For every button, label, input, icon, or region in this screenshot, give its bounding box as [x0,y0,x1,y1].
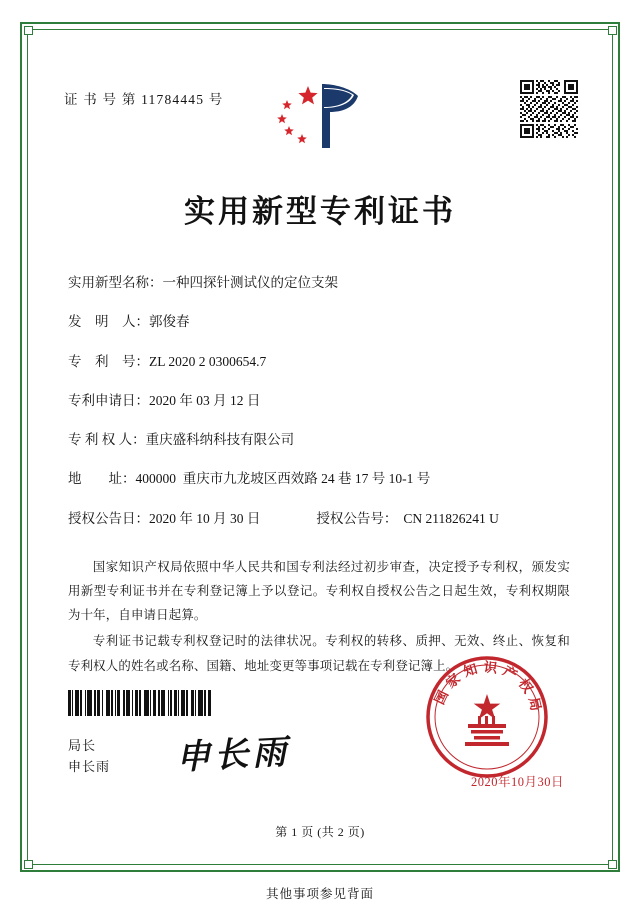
field-row-address [68,469,584,489]
field-row-patentee [68,430,584,450]
seal-date: 2020年10月30日 [470,775,564,789]
field-value: 一种四探针测试仪的定位支架 [162,275,338,290]
field-value-grant-date: 2020 年 10 月 30 日 [149,510,261,526]
field-value: ZL 2020 2 0300654.7 [149,353,267,369]
field-label: 专利申请日： [68,392,149,408]
field-row-inventor [68,312,584,332]
field-label: 发 明 人： [68,314,149,330]
certificate-content [46,48,594,852]
header-row [46,48,594,158]
qr-code [520,80,578,138]
field-label: 专 利 权 人： [68,432,146,447]
corner-ornament-bottom-left [24,860,33,869]
corner-ornament-bottom-right [608,860,617,869]
corner-ornament-top-left [24,26,33,35]
cnipa-logo [272,78,368,152]
field-row-patent-number [68,352,584,372]
cnipa-red-seal [424,654,550,780]
page-title: 实用新型专利证书 [184,194,456,229]
field-label: 实用新型名称： [68,275,163,290]
field-value-publication-number: CN 211826241 U [403,510,499,526]
field-row-grant-publication [68,509,584,529]
field-label: 专 利 号： [68,353,149,369]
barcode [68,690,218,716]
field-label-grant-date: 授权公告日： [68,510,149,526]
field-label-publication-number: 授权公告号： [316,510,398,526]
legal-paragraph-2: 专利证书记载专利权登记时的法律状况。专利权的转移、质押、无效、终止、恢复和专利权人的姓名或名称、国籍、地址变更等事项记载在专利登记簿上。 [68,634,570,673]
page-number: 第 1 页 (共 2 页) [275,825,365,839]
field-row-application-date [68,391,584,411]
field-value: 2020 年 03 月 12 日 [149,392,261,408]
field-list [46,273,594,529]
field-value: 郭俊春 [149,314,190,330]
handwritten-signature: 申长雨 [175,732,292,778]
signature-role-label: 局长 [68,738,97,754]
svg-text:国家知识产权局: 国家知识产权局 [431,659,545,718]
signature-name-label: 申长雨 [68,759,111,775]
corner-ornament-top-right [608,26,617,35]
certificate-number: 证 书 号 第 11784445 号 [64,92,224,107]
field-label: 地 址： [68,471,136,487]
signature-block [68,736,110,778]
footnote: 其他事项参见背面 [265,887,374,901]
field-value: 重庆盛科纳科技有限公司 [145,432,295,447]
field-value: 400000 重庆市九龙坡区西效路 24 巷 17 号 10-1 号 [135,471,431,487]
legal-paragraph-1: 国家知识产权局依照中华人民共和国专利法经过初步审查，决定授予专利权，颁发实用新型专利证书并在专利登记簿上予以登记。专利权自授权公告之日起生效，专利权期限为十年，自申请日起算。 [68,559,570,623]
field-row-utility-model-name [68,273,584,293]
